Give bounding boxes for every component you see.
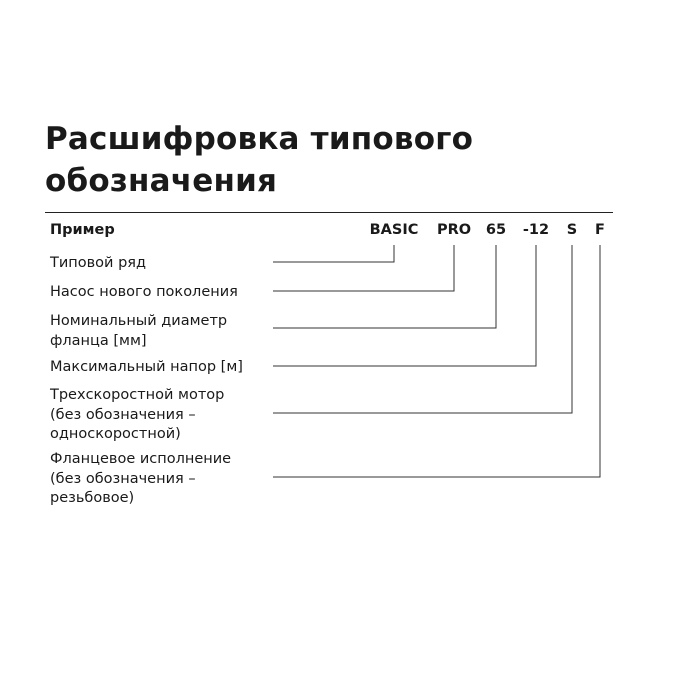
code-part-diameter: 65 bbox=[485, 222, 507, 238]
code-part-speed: S bbox=[566, 222, 578, 238]
desc-max-head: Максимальный напор [м] bbox=[50, 359, 243, 375]
page-title: Расшифровка типового обозначения bbox=[45, 121, 474, 199]
connector-new-generation bbox=[273, 245, 454, 291]
example-label: Пример bbox=[50, 222, 115, 238]
desc-flange-version: Фланцевое исполнение (без обозначения – резьбовое) bbox=[50, 451, 232, 506]
connector-three-speed-motor bbox=[273, 245, 572, 413]
desc-new-generation: Насос нового поколения bbox=[50, 284, 238, 300]
code-part-head: -12 bbox=[522, 222, 550, 238]
connector-series bbox=[273, 245, 394, 262]
desc-nominal-diameter: Номинальный диаметр фланца [мм] bbox=[50, 313, 228, 349]
connector-max-head bbox=[273, 245, 536, 366]
desc-series: Типовой ряд bbox=[50, 255, 147, 271]
connector-flange-version bbox=[273, 245, 600, 477]
connector-nominal-diameter bbox=[273, 245, 496, 328]
code-part-pro: PRO bbox=[436, 222, 472, 238]
desc-three-speed-motor: Трехскоростной мотор (без обозначения – односкоростной) bbox=[50, 387, 225, 442]
code-part-flange: F bbox=[595, 222, 605, 238]
code-part-basic: BASIC bbox=[369, 222, 419, 238]
